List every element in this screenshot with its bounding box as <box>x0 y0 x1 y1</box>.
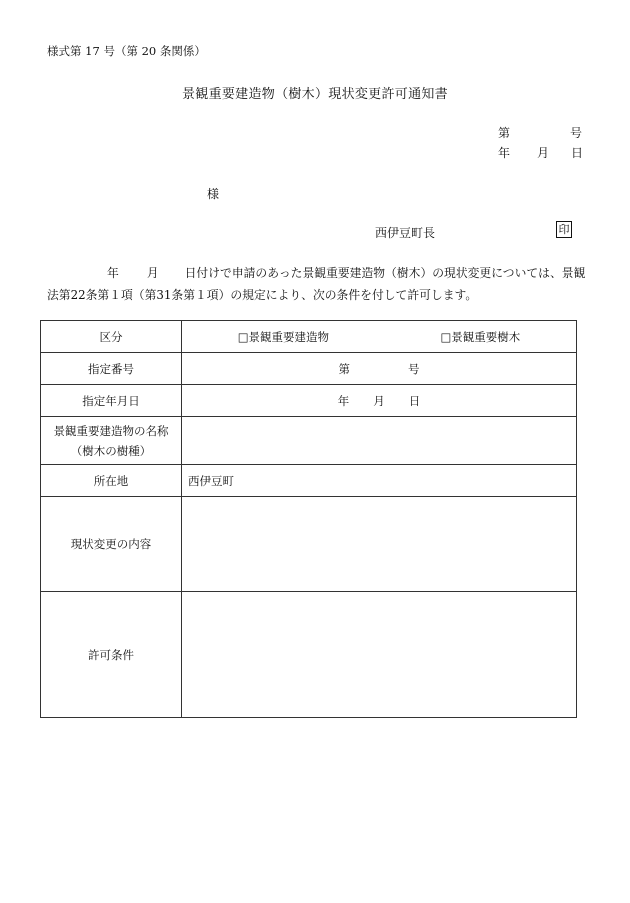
body-text: 日付けで申請のあった景観重要建造物（樹木）の現状変更については、景観法第22条第１項（第31条第１項）の規定により、次の条件を付して許可します。 <box>47 266 586 302</box>
option-tree[interactable]: □景観重要樹木 <box>440 329 521 344</box>
body-paragraph <box>47 262 587 306</box>
name-label-line2: （樹木の樹種） <box>70 443 152 458</box>
table-row-designation-number <box>41 353 577 385</box>
category-options <box>182 321 577 353</box>
document-title: 景観重要建造物（樹木）現状変更許可通知書 <box>181 87 448 102</box>
document-number-prefix: 第 <box>498 126 511 140</box>
seal-mark: 印 <box>556 221 572 238</box>
document-date-day: 日 <box>571 146 584 160</box>
change-content-label: 現状変更の内容 <box>41 497 182 592</box>
change-content-value[interactable] <box>182 497 577 592</box>
name-label <box>41 417 182 465</box>
location-label: 所在地 <box>41 465 182 497</box>
designation-number-suffix: 号 <box>408 361 420 376</box>
table-row-change-content <box>41 497 577 592</box>
conditions-value[interactable] <box>182 592 577 718</box>
designation-date-year: 年 <box>337 393 350 408</box>
table-row-category <box>41 321 577 353</box>
document-number-suffix: 号 <box>570 126 583 140</box>
addressee-honorific: 様 <box>207 187 220 201</box>
designation-date-month: 月 <box>373 393 385 408</box>
designation-date-label: 指定年月日 <box>41 385 182 417</box>
table-row-name <box>41 417 577 465</box>
permit-details-table <box>40 320 577 718</box>
designation-number-value[interactable] <box>182 353 577 385</box>
document-date-month: 月 <box>537 146 550 160</box>
form-number: 様式第 17 号（第 20 条関係） <box>47 44 206 58</box>
location-value[interactable]: 西伊豆町 <box>182 465 577 497</box>
body-month: 月 <box>146 266 159 280</box>
table-row-location <box>41 465 577 497</box>
table-row-designation-date <box>41 385 577 417</box>
document-date-year: 年 <box>498 146 511 160</box>
name-label-line1: 景観重要建造物の名称 <box>53 423 169 438</box>
category-label: 区分 <box>41 321 182 353</box>
table-row-conditions <box>41 592 577 718</box>
conditions-label: 許可条件 <box>41 592 182 718</box>
body-year: 年 <box>107 266 119 280</box>
designation-date-day: 日 <box>408 393 421 408</box>
designation-number-label: 指定番号 <box>41 353 182 385</box>
designation-number-prefix: 第 <box>338 361 350 376</box>
designation-date-value[interactable] <box>182 385 577 417</box>
option-building[interactable]: □景観重要建造物 <box>237 329 330 344</box>
issuer-name: 西伊豆町長 <box>375 226 436 240</box>
name-value[interactable] <box>182 417 577 465</box>
